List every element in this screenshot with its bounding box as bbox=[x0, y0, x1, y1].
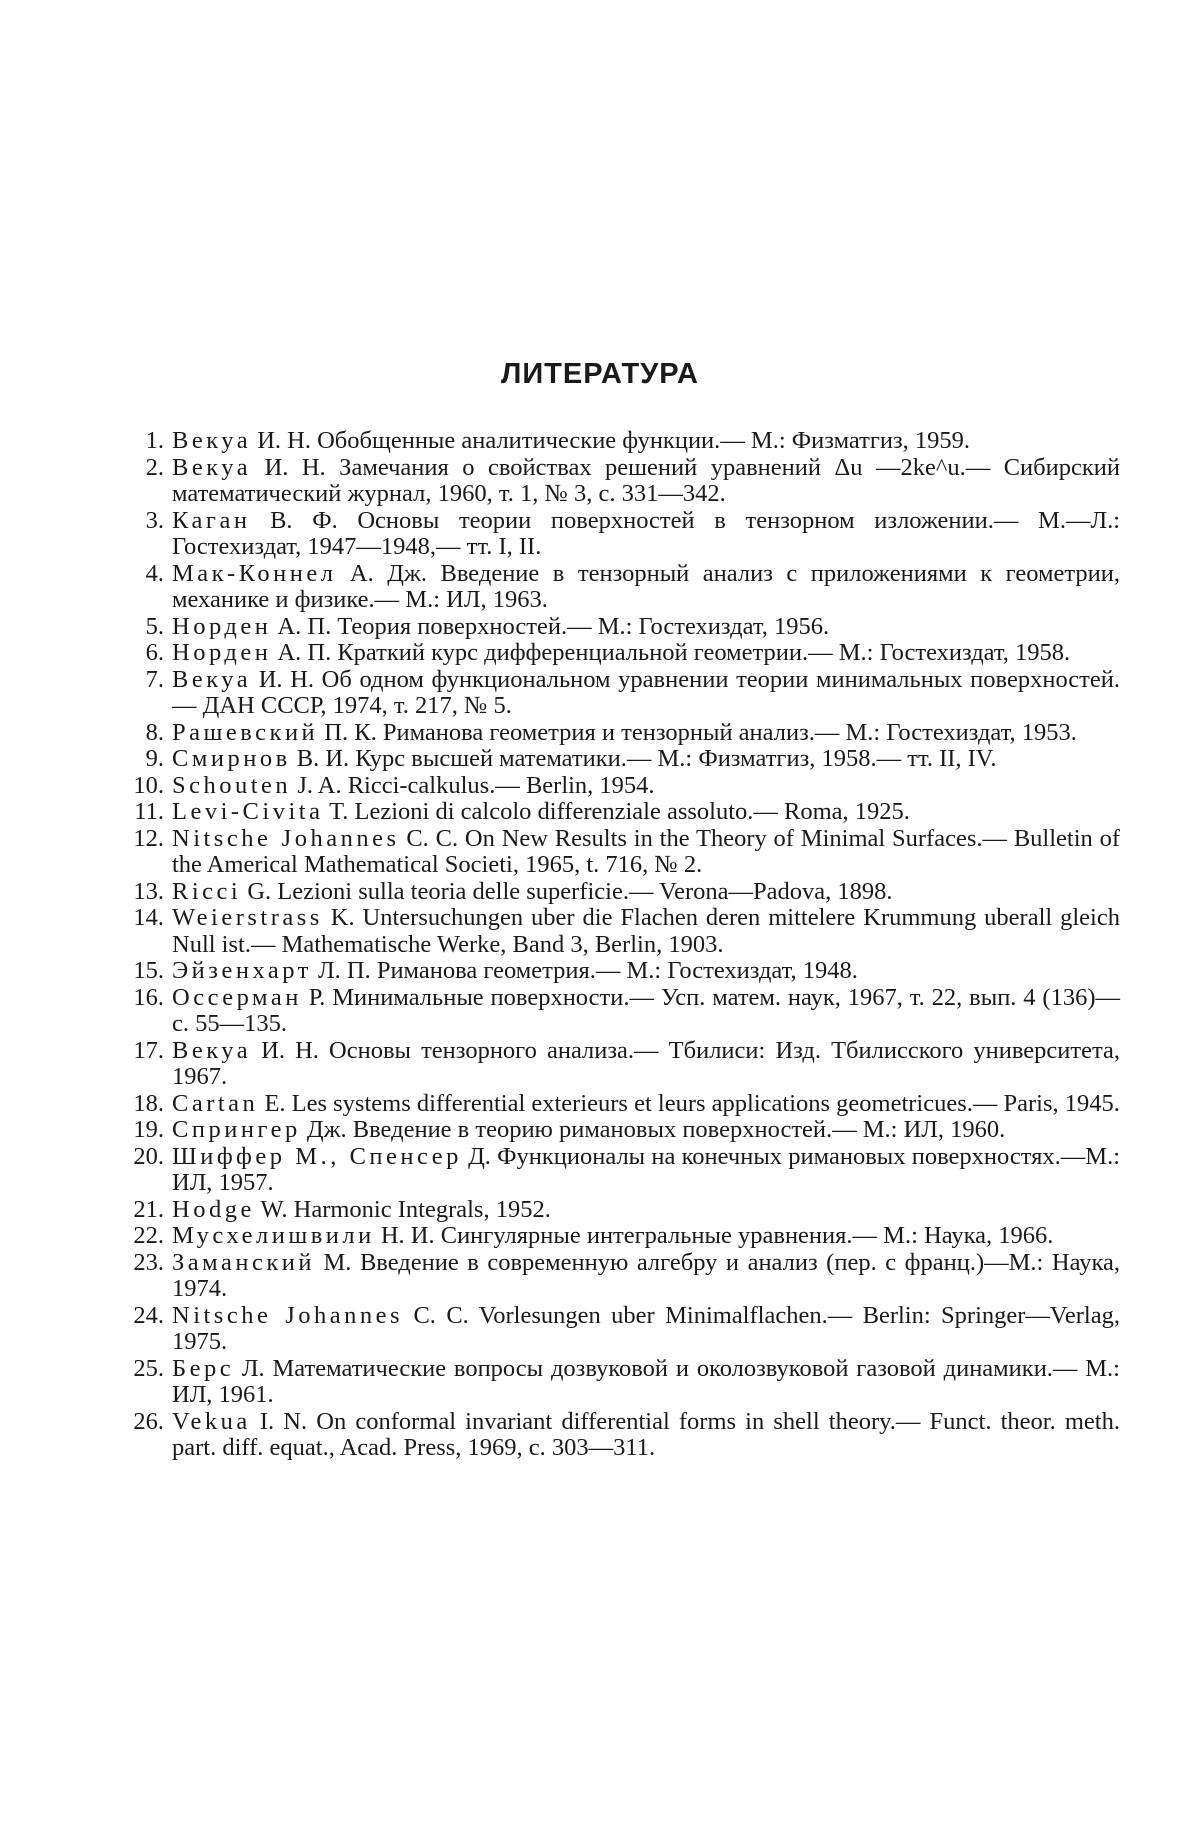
reference-text: E. Les systems differential exterieurs et leurs applications geometricues.— Paris, 1945. bbox=[258, 1089, 1120, 1117]
reference-text: И. Н. Основы тензорного анализа.— Тбилиси: Изд. Тбилисского университета, 1967. bbox=[172, 1036, 1120, 1090]
reference-author: Weierstrass bbox=[172, 904, 323, 931]
reference-author: Векуа bbox=[172, 665, 252, 693]
reference-item bbox=[120, 1303, 1120, 1356]
reference-author: Векуа bbox=[172, 427, 252, 454]
reference-text: I. N. On conformal invariant differential forms in shell theory.— Funct. theor. meth. part. diff. equat., Acad. Press, 1969, c. 303—311. bbox=[172, 1407, 1120, 1461]
reference-text: В. И. Курс высшей математики.— М.: Физматгиз, 1958.— тт. II, IV. bbox=[290, 745, 997, 772]
reference-item bbox=[120, 614, 1120, 641]
reference-item bbox=[120, 905, 1120, 958]
reference-number: 23. bbox=[133, 1248, 164, 1276]
reference-author: Ricci bbox=[172, 877, 242, 905]
reference-item bbox=[120, 640, 1120, 667]
reference-item bbox=[120, 1223, 1120, 1250]
reference-item bbox=[120, 428, 1120, 455]
reference-text: Р. Минимальные поверхности.— Усп. матем. наук, 1967, т. 22, вып. 4 (136)— с. 55—135. bbox=[172, 983, 1120, 1037]
reference-number: 6. bbox=[145, 639, 164, 666]
reference-author: Рашевский bbox=[172, 718, 319, 746]
reference-text: Н. И. Сингулярные интегральные уравнения.— М.: Наука, 1966. bbox=[374, 1222, 1054, 1249]
reference-number: 19. bbox=[133, 1116, 164, 1143]
reference-text: И. Н. Об одном функциональном уравнении теории минимальных поверхностей.— ДАН СССР, 1974, т. 217, № 5. bbox=[172, 665, 1120, 719]
reference-number: 7. bbox=[145, 665, 164, 693]
reference-number: 1. bbox=[145, 427, 164, 454]
reference-author: Норден bbox=[172, 639, 272, 666]
reference-item bbox=[120, 508, 1120, 561]
reference-text: И. Н. Замечания о свойствах решений уравнений Δu —2ke^u.— Сибирский математический журнал, 1960, т. 1, № 3, с. 331—342. bbox=[172, 453, 1120, 507]
reference-text: А. П. Краткий курс дифференциальной геометрии.— М.: Гостехиздат, 1958. bbox=[271, 639, 1071, 666]
reference-item bbox=[120, 1409, 1120, 1462]
reference-text: А. П. Теория поверхностей.— М.: Гостехиздат, 1956. bbox=[271, 612, 830, 640]
reference-number: 26. bbox=[133, 1407, 164, 1435]
reference-author: Каган bbox=[172, 506, 251, 534]
reference-item bbox=[120, 1091, 1120, 1118]
reference-item bbox=[120, 746, 1120, 773]
page-title: ЛИТЕРАТУРА bbox=[500, 358, 700, 390]
reference-author: Шиффер М., Спенсер bbox=[172, 1142, 462, 1170]
reference-number: 8. bbox=[145, 718, 164, 746]
reference-text: М. Введение в современную алгебру и анализ (пер. с франц.)—М.: Наука, 1974. bbox=[172, 1248, 1120, 1302]
reference-item bbox=[120, 1117, 1120, 1144]
reference-text: C. C. On New Results in the Theory of Minimal Surfaces.— Bulletin of the Americal Mathematical Societi, 1965, t. 716, № 2. bbox=[172, 824, 1120, 878]
reference-author: Мусхелишвили bbox=[172, 1222, 375, 1249]
reference-item bbox=[120, 1144, 1120, 1197]
reference-text: G. Lezioni sulla teoria delle superficie.— Verona—Padova, 1898. bbox=[241, 877, 893, 905]
reference-number: 15. bbox=[133, 957, 164, 984]
reference-number: 9. bbox=[145, 745, 164, 772]
reference-text: Дж. Введение в теорию римановых поверхностей.— М.: ИЛ, 1960. bbox=[300, 1116, 1006, 1143]
reference-item bbox=[120, 1356, 1120, 1409]
reference-author: Cartan bbox=[172, 1089, 259, 1117]
reference-item bbox=[120, 667, 1120, 720]
reference-number: 14. bbox=[133, 904, 164, 931]
reference-text: W. Harmonic Integrals, 1952. bbox=[254, 1195, 551, 1223]
reference-number: 3. bbox=[145, 506, 164, 534]
reference-number: 25. bbox=[133, 1354, 164, 1382]
reference-number: 22. bbox=[133, 1222, 164, 1249]
reference-text: Л. П. Риманова геометрия.— М.: Гостехиздат, 1948. bbox=[311, 957, 858, 984]
reference-author: Векуа bbox=[172, 453, 252, 481]
reference-item bbox=[120, 985, 1120, 1038]
reference-author: Норден bbox=[172, 612, 272, 640]
reference-text: J. A. Ricci-calkulus.— Berlin, 1954. bbox=[291, 771, 655, 799]
reference-text: C. C. Vorlesungen uber Minimalflachen.— Berlin: Springer—Verlag, 1975. bbox=[172, 1301, 1120, 1355]
reference-number: 16. bbox=[133, 983, 164, 1011]
reference-item bbox=[120, 799, 1120, 826]
reference-author: Мак-Коннел bbox=[172, 559, 337, 587]
reference-author: Спрингер bbox=[172, 1116, 301, 1143]
reference-text: T. Lezioni di calcolo differenziale assoluto.— Roma, 1925. bbox=[323, 798, 910, 825]
reference-item bbox=[120, 1197, 1120, 1224]
reference-author: Nitsche Johannes bbox=[172, 1301, 404, 1329]
reference-item bbox=[120, 1038, 1120, 1091]
reference-item bbox=[120, 1250, 1120, 1303]
reference-author: Эйзенхарт bbox=[172, 957, 312, 984]
reference-number: 11. bbox=[134, 798, 164, 825]
reference-text: П. К. Риманова геометрия и тензорный анализ.— М.: Гостехиздат, 1953. bbox=[318, 718, 1077, 746]
reference-author: Schouten bbox=[172, 771, 292, 799]
reference-author: Векуа bbox=[172, 1036, 252, 1064]
reference-item bbox=[120, 958, 1120, 985]
reference-item bbox=[120, 720, 1120, 747]
reference-number: 24. bbox=[133, 1301, 164, 1329]
reference-item bbox=[120, 455, 1120, 508]
reference-number: 12. bbox=[133, 824, 164, 852]
reference-number: 18. bbox=[133, 1089, 164, 1117]
reference-author: Hodge bbox=[172, 1195, 255, 1223]
reference-text: В. Ф. Основы теории поверхностей в тензорном изложении.— М.—Л.: Гостехиздат, 1947—1948,— тт. I, II. bbox=[172, 506, 1120, 560]
reference-number: 17. bbox=[133, 1036, 164, 1064]
reference-number: 2. bbox=[145, 453, 164, 481]
reference-author: Levi-Civita bbox=[172, 798, 324, 825]
reference-item bbox=[120, 773, 1120, 800]
reference-number: 10. bbox=[133, 771, 164, 799]
reference-author: Оссерман bbox=[172, 983, 302, 1011]
reference-text: K. Untersuchungen uber die Flachen deren mittelere Krummung uberall gleich Null ist.— Mathematische Werke, Band 3, Berlin, 1903. bbox=[172, 904, 1120, 958]
reference-author: Берс bbox=[172, 1354, 235, 1382]
reference-author: Vekua bbox=[172, 1407, 251, 1435]
reference-author: Смирнов bbox=[172, 745, 291, 772]
reference-text: Л. Математические вопросы дозвуковой и околозвуковой газовой динамики.— М.: ИЛ, 1961. bbox=[172, 1354, 1120, 1408]
reference-text: Д. Функционалы на конечных римановых поверхностях.—М.: ИЛ, 1957. bbox=[172, 1142, 1120, 1196]
reference-number: 20. bbox=[133, 1142, 164, 1170]
reference-text: А. Дж. Введение в тензорный анализ с приложениями к геометрии, механике и физике.— М.: ИЛ, 1963. bbox=[172, 559, 1120, 613]
reference-item bbox=[120, 826, 1120, 879]
reference-item bbox=[120, 561, 1120, 614]
reference-list bbox=[120, 428, 1120, 1462]
reference-number: 13. bbox=[133, 877, 164, 905]
reference-item bbox=[120, 879, 1120, 906]
reference-number: 21. bbox=[133, 1195, 164, 1223]
reference-author: Nitsche Johannes bbox=[172, 824, 400, 852]
reference-number: 4. bbox=[145, 559, 164, 587]
reference-author: Заманский bbox=[172, 1248, 315, 1276]
reference-text: И. Н. Обобщенные аналитические функции.— М.: Физматгиз, 1959. bbox=[251, 427, 971, 454]
reference-number: 5. bbox=[145, 612, 164, 640]
